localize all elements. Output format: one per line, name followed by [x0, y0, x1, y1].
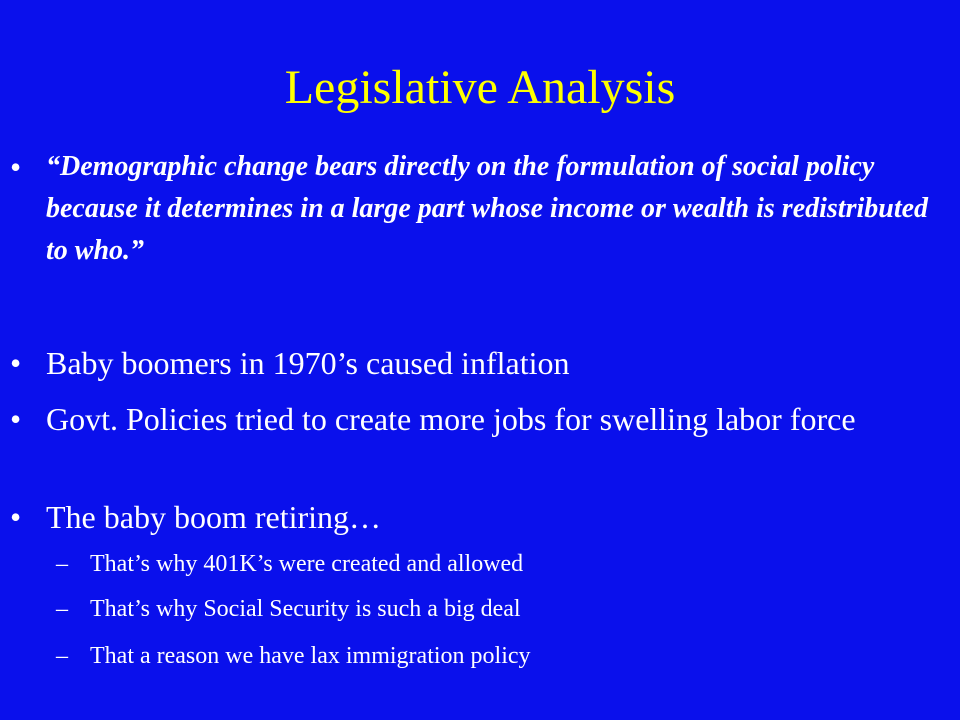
bullet-text: Govt. Policies tried to create more jobs for swelling labor force — [46, 401, 856, 437]
sub-bullet-marker: – — [56, 551, 68, 577]
bullet-item — [0, 496, 930, 538]
slide-title: Legislative Analysis — [284, 61, 676, 114]
sub-bullet-text: That a reason we have lax immigration policy — [90, 643, 531, 669]
bullet-marker: • — [10, 401, 22, 437]
sub-bullet-marker: – — [56, 643, 68, 669]
sub-bullet-text: That’s why 401K’s were created and allowed — [90, 551, 524, 577]
bullet-quote — [0, 146, 930, 272]
sub-bullet-item — [0, 547, 930, 581]
bullet-marker: • — [10, 149, 22, 185]
bullet-marker: • — [10, 499, 22, 535]
sub-bullet-item — [0, 639, 930, 673]
bullet-item — [0, 342, 930, 384]
sub-bullet-item — [0, 592, 930, 626]
bullet-text: The baby boom retiring… — [46, 499, 382, 535]
bullet-item — [0, 398, 930, 440]
bullet-text: Baby boomers in 1970’s caused inflation — [46, 345, 570, 381]
bullet-text: “Demographic change bears directly on the formulation of social policy because it determines in a large part whose income or wealth is redistributed to who.” — [46, 151, 929, 266]
bullet-marker: • — [10, 345, 22, 381]
sub-bullet-text: That’s why Social Security is such a big deal — [90, 596, 521, 622]
sub-bullet-marker: – — [56, 596, 68, 622]
